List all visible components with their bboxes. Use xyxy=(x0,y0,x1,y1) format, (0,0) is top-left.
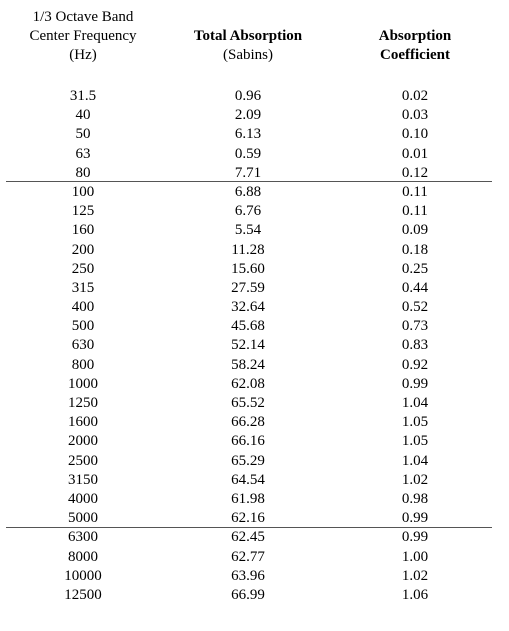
absorption-coefficient-cell: 1.05 xyxy=(401,414,429,431)
absorption-coefficient-cell: 0.09 xyxy=(401,222,429,239)
absorption-coefficient-cell: 1.02 xyxy=(401,567,429,584)
total-absorption-cell: 62.16 xyxy=(231,510,265,527)
total-absorption-cell: 0.96 xyxy=(234,88,262,104)
table-row xyxy=(0,490,509,509)
absorption-coefficient-cell: 0.12 xyxy=(401,164,429,181)
table-row xyxy=(0,509,509,528)
absorption-coefficient-cell: 0.11 xyxy=(402,203,428,220)
total-absorption-cell: 27.59 xyxy=(231,279,265,296)
header-frequency-line3: (Hz) xyxy=(69,47,97,63)
total-absorption-cell: 63.96 xyxy=(231,567,265,584)
absorption-coefficient-cell: 0.02 xyxy=(401,88,429,104)
header-frequency-line1: 1/3 Octave Band xyxy=(32,9,134,25)
frequency-cell: 6300 xyxy=(68,529,98,546)
absorption-coefficient-cell: 1.05 xyxy=(401,433,429,450)
frequency-cell: 800 xyxy=(71,356,95,373)
absorption-coefficient-cell: 1.04 xyxy=(401,452,429,469)
header-frequency xyxy=(0,8,166,65)
frequency-cell: 5000 xyxy=(68,510,98,527)
total-absorption-cell: 61.98 xyxy=(231,490,265,507)
total-absorption-cell: 11.28 xyxy=(231,241,265,258)
frequency-cell: 40 xyxy=(75,107,91,124)
total-absorption-cell: 52.14 xyxy=(231,337,265,354)
total-absorption-cell: 6.13 xyxy=(234,126,262,143)
absorption-coefficient-cell: 0.10 xyxy=(401,126,429,143)
frequency-cell: 1250 xyxy=(68,395,98,411)
table-row xyxy=(0,279,509,298)
divider-line-after-80hz xyxy=(6,181,492,182)
header-absorption-coefficient xyxy=(330,27,500,65)
table-row xyxy=(0,432,509,451)
frequency-cell: 500 xyxy=(71,318,95,335)
total-absorption-cell: 0.59 xyxy=(234,145,262,162)
absorption-coefficient-cell: 0.18 xyxy=(401,241,429,258)
table-row xyxy=(0,528,509,547)
frequency-cell: 400 xyxy=(71,299,95,316)
total-absorption-cell: 6.76 xyxy=(234,203,262,220)
frequency-cell: 630 xyxy=(71,337,95,354)
absorption-coefficient-cell: 1.04 xyxy=(401,395,429,411)
frequency-cell: 31.5 xyxy=(69,88,97,104)
absorption-coefficient-cell: 0.92 xyxy=(401,356,429,373)
frequency-cell: 100 xyxy=(71,183,95,200)
header-total-absorption xyxy=(166,27,330,65)
absorption-coefficient-cell: 1.00 xyxy=(401,548,429,565)
table-row xyxy=(0,567,509,586)
table-row xyxy=(0,183,509,202)
total-absorption-cell: 62.45 xyxy=(231,529,265,546)
table-row xyxy=(0,221,509,240)
total-absorption-cell: 66.16 xyxy=(231,433,265,450)
frequency-cell: 63 xyxy=(75,145,91,162)
frequency-cell: 200 xyxy=(71,241,95,258)
total-absorption-cell: 2.09 xyxy=(234,107,262,124)
total-absorption-cell: 15.60 xyxy=(231,260,265,277)
frequency-cell: 10000 xyxy=(64,567,102,584)
frequency-cell: 80 xyxy=(75,164,91,181)
table-row xyxy=(0,356,509,375)
table-row xyxy=(0,452,509,471)
table-row xyxy=(0,471,509,490)
total-absorption-cell: 65.52 xyxy=(231,395,265,411)
header-coefficient-line2: Coefficient xyxy=(380,47,450,63)
total-absorption-cell: 45.68 xyxy=(231,318,265,335)
table-row xyxy=(0,586,509,605)
absorption-coefficient-cell: 0.11 xyxy=(402,183,428,200)
frequency-cell: 2000 xyxy=(68,433,98,450)
table-row xyxy=(0,260,509,279)
total-absorption-cell: 62.08 xyxy=(231,375,265,392)
header-frequency-line2: Center Frequency xyxy=(29,28,137,44)
frequency-cell: 1000 xyxy=(68,375,98,392)
header-total-absorption-line1: Total Absorption xyxy=(193,28,303,44)
total-absorption-cell: 32.64 xyxy=(231,299,265,316)
table-row xyxy=(0,145,509,164)
table-row xyxy=(0,413,509,432)
frequency-cell: 3150 xyxy=(68,471,98,488)
frequency-cell: 250 xyxy=(71,260,95,277)
frequency-cell: 315 xyxy=(71,279,95,296)
absorption-coefficient-cell: 1.02 xyxy=(401,471,429,488)
absorption-coefficient-cell: 0.99 xyxy=(401,510,429,527)
table-row xyxy=(0,394,509,413)
frequency-cell: 8000 xyxy=(68,548,98,565)
frequency-cell: 160 xyxy=(71,222,95,239)
absorption-coefficient-cell: 0.99 xyxy=(401,529,429,546)
absorption-coefficient-cell: 0.83 xyxy=(401,337,429,354)
table-row xyxy=(0,317,509,336)
absorption-coefficient-cell: 1.06 xyxy=(401,586,429,603)
table-row xyxy=(0,298,509,317)
absorption-coefficient-cell: 0.44 xyxy=(401,279,429,296)
absorption-coefficient-cell: 0.01 xyxy=(401,145,429,162)
total-absorption-cell: 65.29 xyxy=(231,452,265,469)
absorption-coefficient-cell: 0.73 xyxy=(401,318,429,335)
absorption-coefficient-cell: 0.25 xyxy=(401,260,429,277)
table-row xyxy=(0,125,509,144)
absorption-coefficient-cell: 0.98 xyxy=(401,490,429,507)
total-absorption-cell: 6.88 xyxy=(234,183,262,200)
absorption-coefficient-cell: 0.99 xyxy=(401,375,429,392)
frequency-cell: 4000 xyxy=(68,490,98,507)
frequency-cell: 12500 xyxy=(64,586,102,603)
divider-line-after-5000hz xyxy=(6,527,492,528)
table-row xyxy=(0,336,509,355)
total-absorption-cell: 66.99 xyxy=(231,586,265,603)
absorption-coefficient-cell: 0.03 xyxy=(401,107,429,124)
total-absorption-cell: 64.54 xyxy=(231,471,265,488)
header-total-absorption-line2: (Sabins) xyxy=(223,47,273,63)
absorption-coefficient-cell: 0.52 xyxy=(401,299,429,316)
frequency-cell: 50 xyxy=(75,126,91,143)
frequency-cell: 1600 xyxy=(68,414,98,431)
table-row xyxy=(0,375,509,394)
table-row xyxy=(0,241,509,260)
total-absorption-cell: 58.24 xyxy=(231,356,265,373)
total-absorption-cell: 62.77 xyxy=(231,548,265,565)
header-coefficient-line1: Absorption xyxy=(378,28,452,44)
total-absorption-cell: 7.71 xyxy=(234,164,262,181)
frequency-cell: 2500 xyxy=(68,452,98,469)
total-absorption-cell: 5.54 xyxy=(234,222,262,239)
table-row xyxy=(0,548,509,567)
frequency-cell: 125 xyxy=(71,203,95,220)
table-row xyxy=(0,202,509,221)
total-absorption-cell: 66.28 xyxy=(231,414,265,431)
table-row xyxy=(0,106,509,125)
table-header xyxy=(0,0,509,80)
table-row xyxy=(0,87,509,106)
